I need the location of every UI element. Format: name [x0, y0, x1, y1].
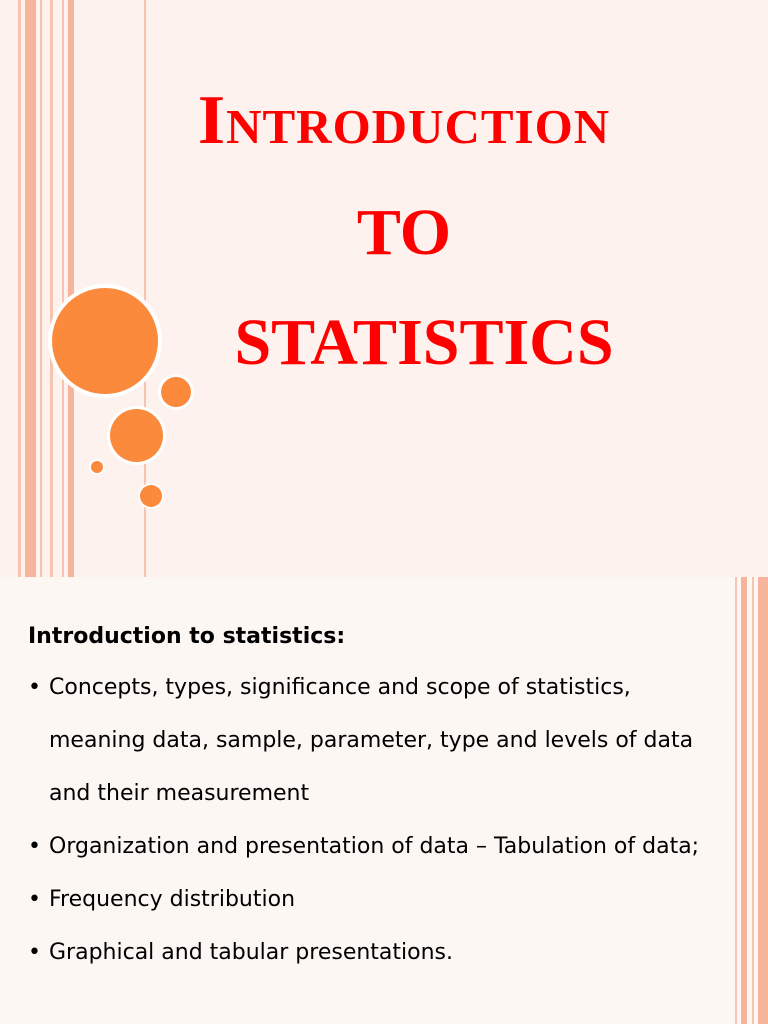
decorative-stripe: [741, 577, 747, 1024]
decorative-stripe: [758, 577, 768, 1024]
bullet-icon: •: [28, 940, 41, 965]
list-item: [28, 873, 718, 926]
title-line-introduction: Introduction: [197, 82, 611, 159]
decorative-stripe: [18, 0, 21, 577]
bullet-text: Concepts, types, significance and scope of statistics, meaning data, sample, parameter, type and levels of data and their measurement: [49, 675, 694, 806]
content-heading: Introduction to statistics:: [28, 624, 346, 649]
slide-content: [28, 617, 718, 979]
decorative-stripe: [735, 577, 737, 1024]
content-slide: [0, 577, 768, 1024]
decorative-stripe: [25, 0, 36, 577]
bullet-list: [28, 661, 718, 979]
bullet-icon: •: [28, 834, 41, 859]
title-line-statistics: STATISTICS: [234, 306, 614, 379]
bullet-text: Organization and presentation of data – Tabulation of data;: [49, 834, 700, 859]
bullet-icon: •: [28, 887, 41, 912]
tiny-orange-circle: [91, 461, 103, 473]
bullet-text: Graphical and tabular presentations.: [49, 940, 454, 965]
small-orange-circle: [140, 485, 162, 507]
list-item: [28, 820, 718, 873]
bullet-icon: •: [28, 675, 41, 700]
medium-orange-circle: [110, 409, 163, 462]
slide-title: [40, 68, 768, 379]
list-item: [28, 661, 718, 820]
bullet-text: Frequency distribution: [49, 887, 296, 912]
title-line-to: TO: [356, 196, 452, 269]
list-item: [28, 926, 718, 979]
small-orange-circle: [161, 377, 191, 407]
decorative-stripe: [752, 577, 754, 1024]
